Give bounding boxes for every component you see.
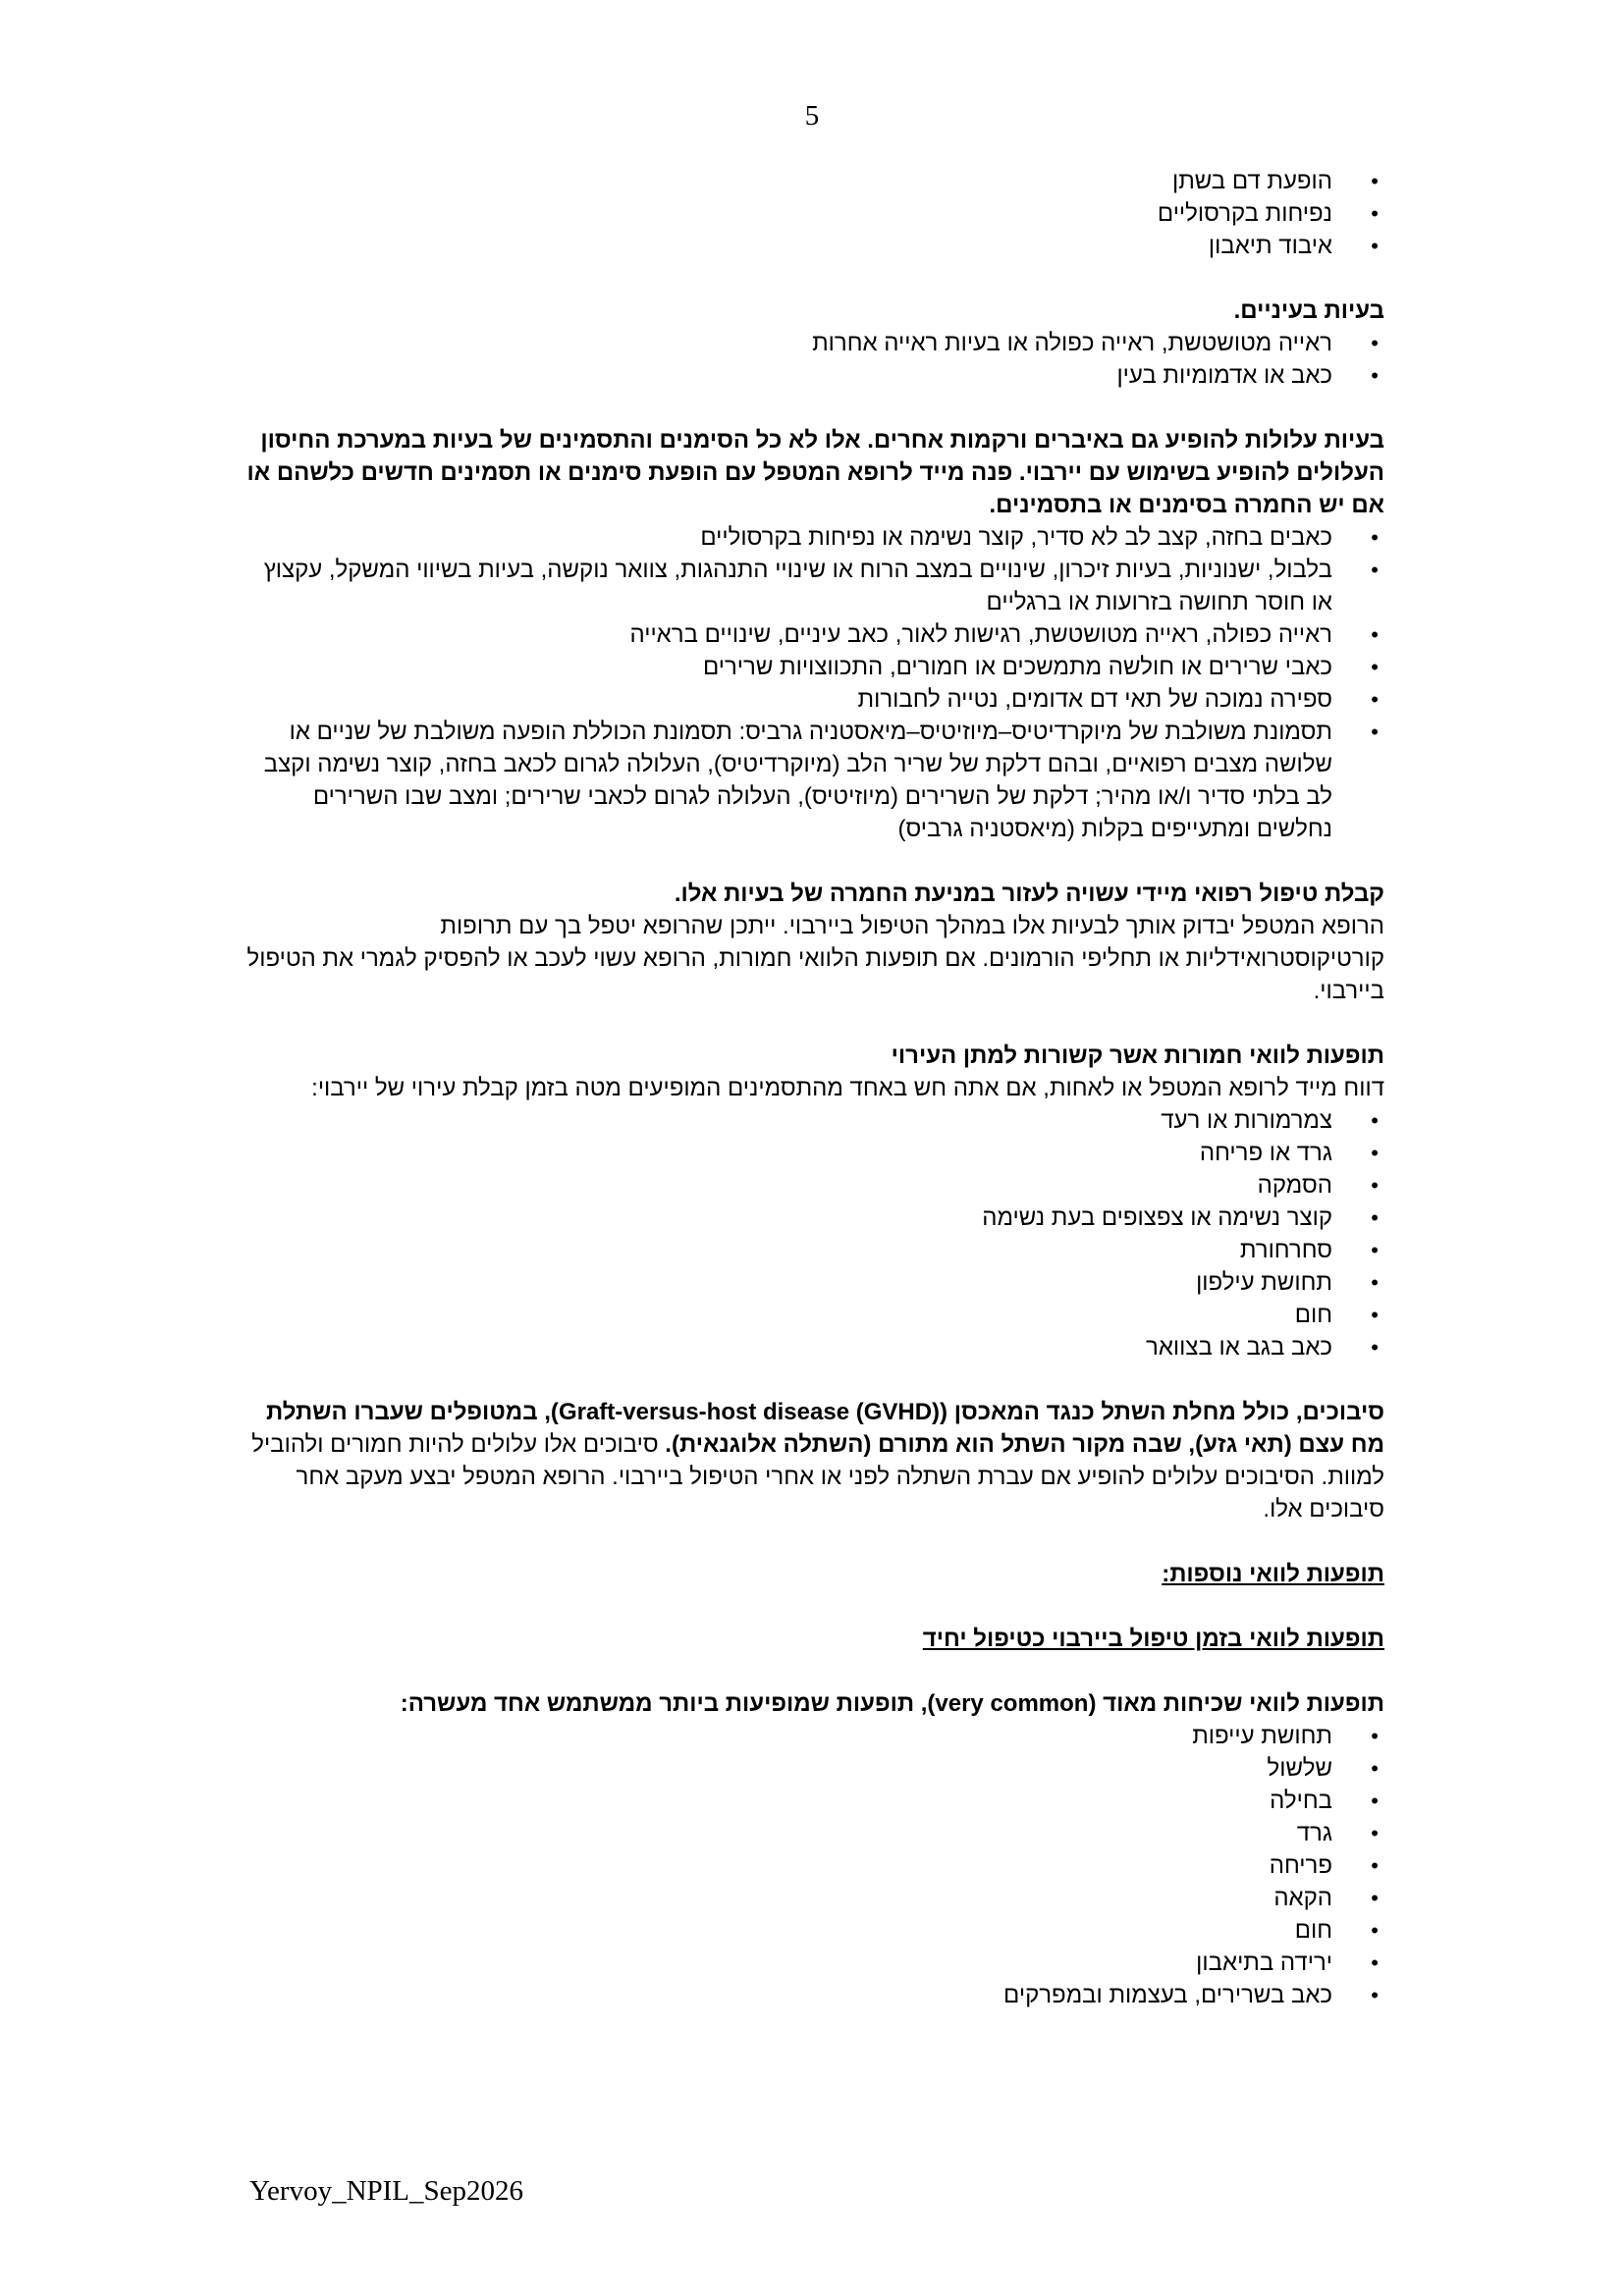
list-item: • תחושת עילפון (245, 1266, 1384, 1299)
section-list-continued (245, 165, 1384, 262)
bullet-list (245, 1104, 1384, 1363)
bullet-list (245, 521, 1384, 845)
list-item: • כאבים בחזה, קצב לב לא סדיר, קוצר נשימה או נפיחות בקרסוליים (245, 521, 1384, 554)
list-item: • תסמונת משולבת של מיוקרדיטיס–מיוזיטיס–מיאסטניה גרביס: תסמונת הכוללת הופעה משולבת של שניים או שלושה מצבים רפואיים, ובהם דלקת של שריר הלב (מיוקרדיטיס), העלולה לגרום לכאב בחזה, קוצר נשימה וקצב לב בלתי סדיר ו/או מהיר; דלקת של השרירים (מיוזיטיס), העלולה לגרום לכאבי שרירים; ומצב שבו השרירים נחלשים ומתעייפים בקלות (מיאסטניה גרביס) (245, 716, 1384, 845)
section-gvhd (245, 1396, 1384, 1525)
list-item: • הקאה (245, 1882, 1384, 1914)
bullet-list (245, 165, 1384, 262)
list-item: • שלשול (245, 1752, 1384, 1785)
section-heading: תופעות לוואי חמורות אשר קשורות למתן העירוי (891, 1042, 1384, 1069)
list-item: • סחרחורת (245, 1234, 1384, 1266)
section-immediate-treatment (245, 878, 1384, 1007)
list-item: • ספירה נמוכה של תאי דם אדומים, נטייה לחבורות (245, 683, 1384, 716)
list-item: • ראייה כפולה, ראייה מטושטשת, רגישות לאור, כאב עיניים, שינויים בראייה (245, 618, 1384, 651)
section-very-common (245, 1687, 1384, 2011)
list-item: • קוצר נשימה או צפצופים בעת נשימה (245, 1201, 1384, 1234)
bullet-list (245, 1720, 1384, 2011)
list-item: • כאב בגב או בצוואר (245, 1331, 1384, 1363)
gvhd-bold-text: סיבוכים, כולל מחלת השתל כנגד המאכסן (Graft-versus-host disease (GVHD)), במטופלים שעברו השתלת מח עצם (תאי גזע), שבה מקור השתל הוא מתורם (השתלה אלוגנאית). (265, 1399, 1384, 1458)
list-item: • כאב או אדמומיות בעין (245, 359, 1384, 392)
document-body (245, 165, 1384, 2011)
list-item: • איבוד תיאבון (245, 230, 1384, 262)
bullet-list (245, 327, 1384, 392)
list-item: • כאב בשרירים, בעצמות ובמפרקים (245, 1979, 1384, 2011)
list-item: • ראייה מטושטשת, ראייה כפולה או בעיות ראייה אחרות (245, 327, 1384, 359)
list-item: • פריחה (245, 1849, 1384, 1882)
section-additional-effects (245, 1558, 1384, 1590)
section-paragraph: הרופא המטפל יבדוק אותך לבעיות אלו במהלך הטיפול ביירבוי. ייתכן שהרופא יטפל בך עם תרופות קורטיקוסטרואידליות או תחליפי הורמונים. אם תופעות הלוואי חמורות, הרופא עשוי לעכב או להפסיק לגמרי את הטיפול ביירבוי. (246, 913, 1384, 1004)
very-common-heading: תופעות לוואי שכיחות מאוד (very common), תופעות שמופיעות ביותר ממשתמש אחד מעשרה: (400, 1690, 1384, 1717)
section-eye-problems (245, 294, 1384, 392)
section-infusion-reactions (245, 1040, 1384, 1363)
list-item: • בחילה (245, 1785, 1384, 1817)
list-item: • גרד או פריחה (245, 1137, 1384, 1169)
list-item: • הסמקה (245, 1169, 1384, 1201)
list-item: • תחושת עייפות (245, 1720, 1384, 1752)
list-item: • כאבי שרירים או חולשה מתמשכים או חמורים, התכווצויות שרירים (245, 651, 1384, 683)
list-item: • חום (245, 1299, 1384, 1331)
section-other-organs (245, 424, 1384, 845)
monotherapy-heading: תופעות לוואי בזמן טיפול ביירבוי כטיפול יחיד (922, 1626, 1384, 1652)
list-item: • נפיחות בקרסוליים (245, 197, 1384, 230)
list-item: • בלבול, ישנוניות, בעיות זיכרון, שינויים במצב הרוח או שינויי התנהגות, צוואר נוקשה, בעיות בשיווי המשקל, עקצוץ או חוסר תחושה בזרועות או ברגליים (245, 554, 1384, 618)
document-footer: Yervoy_NPIL_Sep2026 (249, 2175, 524, 2207)
section-monotherapy (245, 1623, 1384, 1655)
section-heading: בעיות בעיניים. (1233, 297, 1384, 324)
page-number: 5 (804, 100, 820, 132)
list-item: • הופעת דם בשתן (245, 165, 1384, 197)
section-heading: קבלת טיפול רפואי מיידי עשויה לעזור במניעת החמרה של בעיות אלו. (674, 881, 1384, 907)
gvhd-paragraph (245, 1396, 1384, 1525)
section-heading: בעיות עלולות להופיע גם באיברים ורקמות אחרים. אלו לא כל הסימנים והתסמינים של בעיות במערכת החיסון העלולים להופיע בשימוש עם יירבוי. פנה מייד לרופא המטפל עם הופעת סימנים או תסמינים חדשים כלשהם או אם יש החמרה בסימנים או בתסמינים. (246, 427, 1384, 518)
list-item: • גרד (245, 1817, 1384, 1849)
additional-effects-heading: תופעות לוואי נוספות: (1162, 1561, 1384, 1587)
gvhd-text: סיבוכים אלו עלולים להיות חמורים ולהוביל למוות. הסיבוכים עלולים להופיע אם עברת השתלה לפני או אחרי הטיפול ביירבוי. הרופא המטפל יבצע מעקב אחר סיבוכים אלו. (251, 1431, 1384, 1522)
section-paragraph: דווח מייד לרופא המטפל או לאחות, אם אתה חש באחד מהתסמינים המופיעים מטה בזמן קבלת עירוי של יירבוי: (311, 1075, 1384, 1101)
list-item: • צמרמורות או רעד (245, 1104, 1384, 1137)
list-item: • חום (245, 1914, 1384, 1947)
list-item: • ירידה בתיאבון (245, 1947, 1384, 1979)
